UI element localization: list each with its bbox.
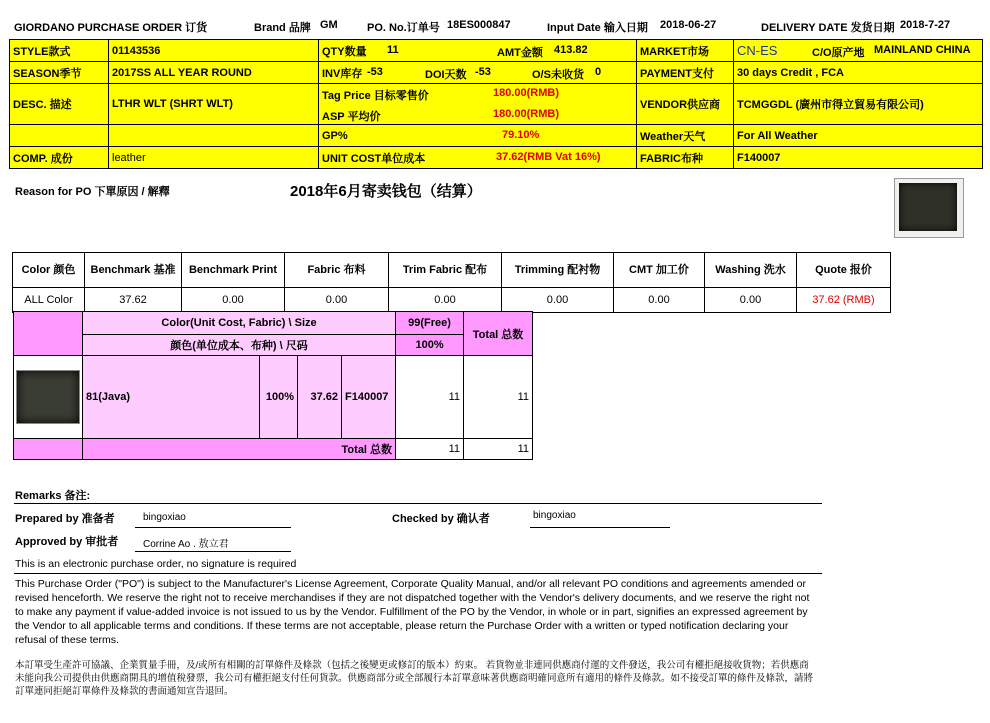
size-pct-header: 100% — [396, 335, 464, 356]
style-label: STYLE款式 — [10, 40, 109, 62]
electronic-note: This is an electronic purchase order, no signature is required — [15, 558, 297, 570]
blank-label-cell — [10, 125, 109, 147]
gp-cell — [319, 125, 637, 147]
origin-label: C/O原产地 — [812, 47, 865, 59]
season-value: 2017SS ALL YEAR ROUND — [109, 62, 319, 84]
cost-header-cell: Washing 洗水 — [705, 253, 797, 288]
vendor-value: TCMGGDL (廣州市得立貿易有限公司) — [734, 84, 983, 125]
matrix-total-row — [14, 439, 533, 460]
total-header: Total 总数 — [464, 312, 533, 356]
inventory-cell — [319, 62, 637, 84]
payment-value: 30 days Credit , FCA — [734, 62, 983, 84]
total-row-blank — [14, 439, 83, 460]
prepared-label: Prepared by 准备者 — [15, 513, 115, 525]
amt-value: 413.82 — [554, 44, 588, 56]
row-thumbnail-cell — [14, 356, 83, 439]
desc-value: LTHR WLT (SHRT WLT) — [109, 84, 319, 125]
cost-cell: 0.00 — [285, 288, 389, 313]
remarks-divider — [14, 503, 822, 504]
approved-value: Corrine Ao . 敖立君 — [143, 539, 229, 550]
cost-header-cell: CMT 加工价 — [614, 253, 705, 288]
po-header — [14, 19, 974, 35]
matrix-corner-cell — [14, 312, 83, 356]
cost-cell: 0.00 — [389, 288, 502, 313]
os-label: O/S未收货 — [532, 69, 584, 81]
weather-label: Weather天气 — [637, 125, 734, 147]
approved-underline — [135, 551, 291, 552]
size-header: 99(Free) — [396, 312, 464, 335]
unit-cost-cell — [319, 147, 637, 169]
input-date-label: Input Date 输入日期 — [547, 22, 648, 34]
po-number-value: 18ES000847 — [447, 19, 511, 31]
row-fabric: F140007 — [342, 356, 396, 439]
cost-header-cell: Fabric 布料 — [285, 253, 389, 288]
product-image — [894, 178, 964, 238]
checked-underline — [530, 527, 670, 528]
amt-label: AMT金额 — [497, 47, 543, 59]
brand-value: GM — [320, 19, 338, 31]
blank-value-cell — [109, 125, 319, 147]
season-label: SEASON季节 — [10, 62, 109, 84]
asp-value: 180.00(RMB) — [493, 108, 560, 120]
remarks-label: Remarks 备注: — [15, 490, 91, 502]
doi-label: DOI天数 — [425, 69, 467, 81]
size-matrix-table — [13, 311, 533, 460]
desc-label: DESC. 描述 — [10, 84, 109, 125]
vendor-label: VENDOR供应商 — [637, 84, 734, 125]
origin-value: MAINLAND CHINA — [874, 44, 971, 56]
terms-english: This Purchase Order ("PO") is subject to the Manufacturer's License Agreement, Corporate Quality Manual, and/or all relevant PO conditions and agreements amended or revised henceforth. We reserve the right not to receive merchandises if they are not dispatched together with the Vendor's delivery documents, and we reserve the right not to make any payment if value-added invoice is not issued to us by the Vendor. Fulfillment of the PO by the Vendor, in whole or in part, signifies an expressed agreement by the Vendor to all applicable terms and conditions. If these terms are not acceptable, please return the Purchase Order with a written or typed notification declaring your refusal of these terms. — [15, 578, 810, 646]
comp-value: leather — [109, 147, 319, 169]
cost-header-cell: Trim Fabric 配布 — [389, 253, 502, 288]
cost-header-cell: Quote 报价 — [797, 253, 891, 288]
inv-value: -53 — [367, 66, 383, 78]
cost-cell: 0.00 — [705, 288, 797, 313]
delivery-date-label: DELIVERY DATE 发货日期 — [761, 22, 895, 34]
fabric-value: F140007 — [734, 147, 983, 169]
delivery-date-value: 2018-7-27 — [900, 19, 951, 31]
market-cell — [734, 40, 983, 62]
doi-value: -53 — [475, 66, 491, 78]
weather-value: For All Weather — [734, 125, 983, 147]
checked-label: Checked by 确认者 — [392, 513, 490, 525]
po-title: GIORDANO PURCHASE ORDER 订货 — [14, 22, 208, 34]
market-label: MARKET市场 — [637, 40, 734, 62]
wallet-image-body — [899, 183, 957, 231]
terms-chinese: 本訂單受生產許可協議、企業質量手冊，及/或所有相關的訂單條件及條款（包括之後變更或修訂的版本）約束。 若貨物並非連同供應商付運的文件發送，我公司有權拒絕接收貨物；若供應商未能向我公司提供由供應商開具的增值稅發票，我公司有權拒絕支付任何貨款。供應商部分或全部履行本訂單意味著供應商明確同意所有適用的條件及條款。如不接受訂單的條件及條款，請將訂單連同拒絕訂單條件及條款的書面通知宣告退回。 — [15, 660, 814, 697]
cost-cell: ALL Color — [13, 288, 85, 313]
cost-header-cell: Benchmark 基准 — [85, 253, 182, 288]
approved-label: Approved by 审批者 — [15, 536, 119, 548]
prepared-underline — [135, 527, 291, 528]
row-cost: 37.62 — [298, 356, 342, 439]
po-number-label: PO. No.订单号 — [367, 22, 440, 34]
unit-cost-value: 37.62(RMB Vat 16%) — [496, 151, 601, 163]
prepared-value: bingoxiao — [143, 512, 186, 523]
qty-label: QTY数量 — [322, 45, 367, 58]
cost-header-row — [13, 253, 891, 288]
po-info-grid — [9, 39, 983, 169]
row-qty: 11 — [396, 356, 464, 439]
market-value: CN-ES — [737, 43, 778, 58]
qty-amt-cell — [319, 40, 637, 62]
cost-header-cell: Benchmark Print — [182, 253, 285, 288]
gp-value: 79.10% — [502, 129, 540, 141]
style-value: 01143536 — [109, 40, 319, 62]
row-pct: 100% — [260, 356, 298, 439]
checked-value: bingoxiao — [533, 510, 576, 521]
qty-value: 11 — [387, 44, 399, 56]
quote-cell: 37.62 (RMB) — [797, 288, 891, 313]
matrix-header-zh: 颜色(单位成本、布种) \ 尺码 — [83, 335, 396, 356]
grand-total: 11 — [464, 439, 533, 460]
cost-breakdown-table — [12, 252, 891, 313]
tag-price-value: 180.00(RMB) — [493, 87, 560, 99]
reason-label: Reason for PO 下單原因 / 解釋 — [15, 186, 170, 198]
inv-label: INV库存 — [322, 67, 363, 80]
cost-cell: 0.00 — [502, 288, 614, 313]
payment-label: PAYMENT支付 — [637, 62, 734, 84]
cost-cell: 0.00 — [614, 288, 705, 313]
cost-data-row — [13, 288, 891, 313]
os-value: 0 — [595, 66, 602, 78]
cost-cell: 0.00 — [182, 288, 285, 313]
cost-cell: 37.62 — [85, 288, 182, 313]
fabric-label: FABRIC布种 — [637, 147, 734, 169]
row-color: 81(Java) — [83, 356, 260, 439]
input-date-value: 2018-06-27 — [660, 19, 717, 31]
matrix-row — [14, 356, 533, 439]
tag-price-label: Tag Price 目标零售价 — [322, 90, 429, 102]
asp-label: ASP 平均价 — [322, 111, 381, 123]
matrix-header-en: Color(Unit Cost, Fabric) \ Size — [83, 312, 396, 335]
price-cell — [319, 84, 637, 125]
brand-label: Brand 品牌 — [254, 22, 311, 34]
comp-label: COMP. 成份 — [10, 147, 109, 169]
total-row-label: Total 总数 — [83, 439, 396, 460]
cost-header-cell: Trimming 配衬物 — [502, 253, 614, 288]
total-row-qty: 11 — [396, 439, 464, 460]
gp-label: GP% — [322, 129, 348, 142]
reason-text: 2018年6月寄卖钱包（结算） — [290, 183, 482, 200]
row-thumbnail-image — [16, 370, 80, 424]
unit-cost-label: UNIT COST单位成本 — [322, 152, 426, 165]
terms-divider — [14, 573, 822, 574]
row-total: 11 — [464, 356, 533, 439]
cost-header-cell: Color 颜色 — [13, 253, 85, 288]
